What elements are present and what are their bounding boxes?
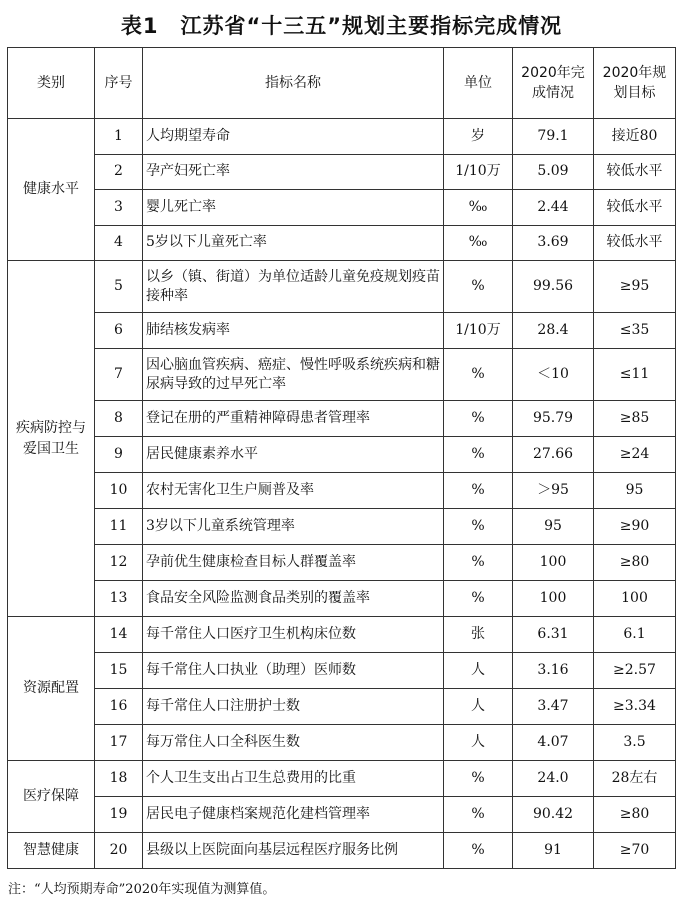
row-target: 100 [594, 581, 676, 617]
category-cell: 智慧健康 [8, 833, 95, 869]
row-index: 12 [95, 545, 143, 581]
row-name: 肺结核发病率 [143, 313, 444, 349]
table-row [8, 833, 676, 869]
row-index: 1 [95, 119, 143, 155]
row-name: 县级以上医院面向基层远程医疗服务比例 [143, 833, 444, 869]
row-name: 居民电子健康档案规范化建档管理率 [143, 797, 444, 833]
row-index: 4 [95, 225, 143, 261]
row-target: 接近80 [594, 119, 676, 155]
header-index: 序号 [95, 48, 143, 119]
row-index: 2 [95, 154, 143, 190]
row-actual: 28.4 [513, 313, 594, 349]
row-actual: 99.56 [513, 261, 594, 313]
row-unit: % [444, 581, 513, 617]
row-unit: 1/10万 [444, 154, 513, 190]
row-name: 5岁以下儿童死亡率 [143, 225, 444, 261]
table-row [8, 154, 676, 190]
row-actual: 3.47 [513, 689, 594, 725]
row-target: ≥2.57 [594, 653, 676, 689]
row-unit: % [444, 401, 513, 437]
header-category: 类别 [8, 48, 95, 119]
row-unit: % [444, 437, 513, 473]
row-actual: 24.0 [513, 761, 594, 797]
header-name: 指标名称 [143, 48, 444, 119]
row-unit: 岁 [444, 119, 513, 155]
row-index: 10 [95, 473, 143, 509]
row-index: 19 [95, 797, 143, 833]
row-name: 食品安全风险监测食品类别的覆盖率 [143, 581, 444, 617]
row-index: 17 [95, 725, 143, 761]
row-target: ≥85 [594, 401, 676, 437]
row-name: 居民健康素养水平 [143, 437, 444, 473]
row-unit: ‰ [444, 190, 513, 226]
indicator-table [7, 47, 676, 869]
row-name: 因心脑血管疾病、癌症、慢性呼吸系统疾病和糖尿病导致的过早死亡率 [143, 349, 444, 401]
row-actual: ＞95 [513, 473, 594, 509]
row-target: ≥80 [594, 545, 676, 581]
row-name: 人均期望寿命 [143, 119, 444, 155]
row-actual: 95 [513, 509, 594, 545]
table-title: 表1 江苏省“十三五”规划主要指标完成情况 [120, 14, 563, 38]
row-actual: ＜10 [513, 349, 594, 401]
table-row [8, 581, 676, 617]
header-unit: 单位 [444, 48, 513, 119]
row-name: 个人卫生支出占卫生总费用的比重 [143, 761, 444, 797]
row-unit: 人 [444, 653, 513, 689]
row-index: 16 [95, 689, 143, 725]
table-row [8, 261, 676, 313]
row-index: 15 [95, 653, 143, 689]
table-row [8, 401, 676, 437]
row-name: 3岁以下儿童系统管理率 [143, 509, 444, 545]
row-actual: 27.66 [513, 437, 594, 473]
row-name: 孕前优生健康检查目标人群覆盖率 [143, 545, 444, 581]
row-actual: 3.16 [513, 653, 594, 689]
header-actual-2020: 2020年完成情况 [513, 48, 594, 119]
row-unit: % [444, 261, 513, 313]
row-target: 95 [594, 473, 676, 509]
table-row [8, 725, 676, 761]
row-unit: 人 [444, 725, 513, 761]
row-actual: 3.69 [513, 225, 594, 261]
table-row [8, 761, 676, 797]
row-target: ≥24 [594, 437, 676, 473]
row-target: ≤35 [594, 313, 676, 349]
row-name: 婴儿死亡率 [143, 190, 444, 226]
row-target: 28左右 [594, 761, 676, 797]
row-index: 3 [95, 190, 143, 226]
row-unit: % [444, 509, 513, 545]
row-index: 18 [95, 761, 143, 797]
table-row [8, 617, 676, 653]
table-row [8, 349, 676, 401]
row-index: 13 [95, 581, 143, 617]
row-target: ≥3.34 [594, 689, 676, 725]
row-actual: 91 [513, 833, 594, 869]
row-name: 每千常住人口注册护士数 [143, 689, 444, 725]
row-index: 9 [95, 437, 143, 473]
header-target-2020: 2020年规划目标 [594, 48, 676, 119]
table-row [8, 225, 676, 261]
row-actual: 100 [513, 581, 594, 617]
row-name: 登记在册的严重精神障碍患者管理率 [143, 401, 444, 437]
row-target: ≤11 [594, 349, 676, 401]
row-index: 7 [95, 349, 143, 401]
header-row [8, 48, 676, 119]
table-row [8, 190, 676, 226]
row-actual: 90.42 [513, 797, 594, 833]
row-target: 较低水平 [594, 225, 676, 261]
footnote: 注：“人均预期寿命”2020年实现值为测算值。 [8, 882, 276, 897]
row-unit: ‰ [444, 225, 513, 261]
row-name: 每千常住人口医疗卫生机构床位数 [143, 617, 444, 653]
category-cell: 健康水平 [8, 119, 95, 261]
category-cell: 医疗保障 [8, 761, 95, 833]
row-target: 较低水平 [594, 190, 676, 226]
category-cell: 疾病防控与爱国卫生 [8, 261, 95, 617]
row-target: ≥80 [594, 797, 676, 833]
row-name: 以乡（镇、街道）为单位适龄儿童免疫规划疫苗接种率 [143, 261, 444, 313]
row-index: 8 [95, 401, 143, 437]
row-unit: % [444, 797, 513, 833]
category-cell: 资源配置 [8, 617, 95, 761]
row-unit: % [444, 545, 513, 581]
table-row [8, 119, 676, 155]
row-actual: 6.31 [513, 617, 594, 653]
row-target: ≥95 [594, 261, 676, 313]
row-actual: 95.79 [513, 401, 594, 437]
table-row [8, 473, 676, 509]
table-row [8, 509, 676, 545]
row-unit: 人 [444, 689, 513, 725]
row-name: 每万常住人口全科医生数 [143, 725, 444, 761]
row-unit: % [444, 833, 513, 869]
row-unit: 张 [444, 617, 513, 653]
row-name: 农村无害化卫生户厕普及率 [143, 473, 444, 509]
row-target: 3.5 [594, 725, 676, 761]
table-row [8, 689, 676, 725]
row-index: 20 [95, 833, 143, 869]
row-target: 较低水平 [594, 154, 676, 190]
table-row [8, 437, 676, 473]
row-actual: 2.44 [513, 190, 594, 226]
row-target: 6.1 [594, 617, 676, 653]
table-row [8, 653, 676, 689]
row-unit: % [444, 349, 513, 401]
row-actual: 79.1 [513, 119, 594, 155]
row-target: ≥90 [594, 509, 676, 545]
row-index: 6 [95, 313, 143, 349]
table-row [8, 797, 676, 833]
row-actual: 4.07 [513, 725, 594, 761]
row-name: 孕产妇死亡率 [143, 154, 444, 190]
row-target: ≥70 [594, 833, 676, 869]
row-unit: % [444, 761, 513, 797]
row-unit: 1/10万 [444, 313, 513, 349]
row-actual: 5.09 [513, 154, 594, 190]
table-row [8, 313, 676, 349]
row-name: 每千常住人口执业（助理）医师数 [143, 653, 444, 689]
row-unit: % [444, 473, 513, 509]
row-actual: 100 [513, 545, 594, 581]
row-index: 5 [95, 261, 143, 313]
table-row [8, 545, 676, 581]
row-index: 11 [95, 509, 143, 545]
row-index: 14 [95, 617, 143, 653]
